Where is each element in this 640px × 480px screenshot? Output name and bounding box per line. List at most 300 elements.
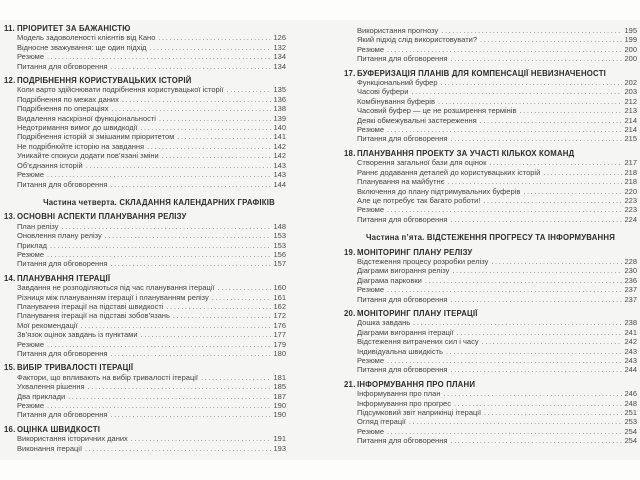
- toc-entry-title: Питання для обговорення: [17, 349, 108, 358]
- dot-leader: [68, 392, 271, 401]
- toc-entry-title: Питання для обговорення: [17, 61, 108, 71]
- toc-entry-title: Питання для обговорення: [357, 365, 448, 375]
- toc-entry: [4, 410, 286, 419]
- toc-entry-page: 237: [624, 285, 637, 295]
- toc-spread: [4, 24, 637, 453]
- chapter-title: ВИБІР ТРИВАЛОСТІ ІТЕРАЦІЇ: [17, 363, 134, 373]
- toc-entry-title: Питання для обговорення: [357, 54, 448, 64]
- chapter-section: [4, 363, 286, 419]
- toc-entry: [344, 125, 637, 134]
- toc-entry-page: 218: [624, 177, 637, 187]
- chapter-title: МОНІТОРИНГ ПЛАНУ РЕЛІЗУ: [357, 247, 473, 257]
- toc-entry: [344, 177, 637, 186]
- toc-entry-title: Включення до плану підтримувальних буферів: [357, 186, 521, 196]
- dot-leader: [50, 241, 271, 250]
- toc-entry: [344, 205, 637, 214]
- toc-entry-title: Використання прогнозу: [357, 26, 439, 35]
- toc-entry: [4, 180, 286, 189]
- dot-leader: [452, 266, 622, 275]
- toc-entry-page: 220: [624, 186, 637, 196]
- dot-leader: [413, 318, 622, 327]
- chapter-section: [344, 69, 637, 144]
- toc-entry: [344, 427, 637, 436]
- dot-leader: [140, 123, 271, 132]
- toc-entry-title: Питання для обговорення: [357, 294, 448, 304]
- chapter-title: БУФЕРИЗАЦІЯ ПЛАНІВ ДЛЯ КОМПЕНСАЦІЇ НЕВИЗНАЧЕНОСТІ: [357, 68, 607, 78]
- toc-entry: [4, 444, 286, 453]
- toc-entry-page: 153: [273, 231, 286, 241]
- dot-leader: [110, 62, 271, 71]
- dot-leader: [454, 399, 623, 408]
- toc-entry-page: 157: [273, 259, 286, 269]
- toc-entry-page: 139: [273, 113, 286, 123]
- dot-leader: [441, 26, 622, 35]
- dot-leader: [177, 132, 271, 141]
- toc-entry-page: 135: [273, 85, 286, 95]
- dot-leader: [483, 196, 622, 205]
- toc-entry-title: Резюме: [357, 426, 384, 436]
- toc-entry: [4, 250, 286, 259]
- chapter-heading: [4, 76, 286, 85]
- dot-leader: [150, 43, 272, 52]
- dot-leader: [105, 231, 272, 240]
- toc-entry: [344, 365, 637, 374]
- toc-entry: [4, 33, 286, 42]
- dot-leader: [425, 276, 623, 285]
- toc-entry-title: Резюме: [357, 205, 384, 215]
- toc-entry-page: 187: [273, 391, 286, 401]
- toc-entry-title: Уникайте спокуси додати пов’язані зміни: [17, 151, 159, 161]
- toc-entry: [4, 283, 286, 292]
- chapter-number: 18.: [344, 148, 356, 158]
- toc-entry: [344, 35, 637, 44]
- toc-entry-page: 153: [273, 240, 286, 250]
- toc-entry: [344, 295, 637, 304]
- toc-entry-page: 185: [273, 382, 286, 392]
- dot-leader: [387, 285, 622, 294]
- toc-entry: [344, 26, 637, 35]
- toc-entry-title: Індивідуальна швидкість: [357, 346, 443, 356]
- chapter-title: ПЛАНУВАННЯ ПРОЕКТУ ЗА УЧАСТІ КІЛЬКОХ КОМАНД: [357, 148, 575, 158]
- dot-leader: [438, 97, 623, 106]
- dot-leader: [489, 158, 622, 167]
- toc-entry: [4, 311, 286, 320]
- toc-entry-page: 190: [273, 410, 286, 420]
- toc-entry-page: 199: [624, 35, 637, 45]
- dot-leader: [450, 295, 622, 304]
- chapter-title: МОНІТОРИНГ ПЛАНУ ІТЕРАЦІЇ: [357, 308, 478, 318]
- chapter-title: ІНФОРМУВАННЯ ПРО ПЛАНИ: [357, 379, 476, 389]
- chapter-title: ПРІОРИТЕТ ЗА БАЖАНІСТЮ: [17, 24, 131, 33]
- toc-entry: [344, 389, 637, 398]
- dot-leader: [450, 134, 622, 143]
- toc-entry-page: 218: [624, 167, 637, 177]
- toc-entry-page: 214: [624, 115, 637, 125]
- dot-leader: [482, 337, 623, 346]
- dot-leader: [409, 417, 623, 426]
- chapter-number: 15.: [4, 363, 16, 373]
- toc-entry-title: Питання для обговорення: [357, 436, 448, 446]
- toc-entry: [344, 106, 637, 115]
- chapter-heading: [4, 274, 286, 283]
- toc-entry-page: 141: [273, 132, 286, 142]
- toc-entry-page: 160: [273, 283, 286, 293]
- dot-leader: [480, 116, 623, 125]
- toc-entry-page: 230: [624, 266, 637, 276]
- chapter-heading: [4, 363, 286, 372]
- toc-entry-title: Огляд ітерації: [357, 417, 406, 427]
- toc-entry-page: 223: [624, 195, 637, 205]
- toc-entry: [344, 347, 637, 356]
- chapter-section: [344, 380, 637, 446]
- chapter-number: 13.: [4, 212, 16, 222]
- chapter-heading: [4, 425, 286, 434]
- dot-leader: [47, 170, 271, 179]
- toc-entry: [344, 97, 637, 106]
- toc-entry: [344, 78, 637, 87]
- toc-entry-title: Питання для обговорення: [357, 214, 448, 224]
- dot-leader: [491, 257, 622, 266]
- toc-entry: [344, 337, 637, 346]
- toc-entry-title: Використання історичних даних: [17, 434, 128, 444]
- dot-leader: [543, 168, 622, 177]
- toc-entry-title: Відстеження витрачених сил і часу: [357, 337, 479, 347]
- dot-leader: [387, 356, 622, 365]
- toc-entry-title: Діаграми вигорання ітерації: [357, 327, 454, 337]
- dot-leader: [88, 382, 272, 391]
- chapter-section: [344, 26, 637, 64]
- toc-entry: [344, 408, 637, 417]
- toc-entry-page: 238: [624, 318, 637, 328]
- dot-leader: [484, 408, 622, 417]
- toc-entry-title: Інформування про план: [357, 389, 441, 399]
- dot-leader: [387, 427, 622, 436]
- toc-entry-page: 243: [624, 356, 637, 365]
- chapter-title: ПЛАНУВАННЯ ІТЕРАЦІЇ: [17, 273, 111, 283]
- toc-entry: [4, 321, 286, 330]
- chapter-section: [4, 425, 286, 453]
- toc-entry-title: Деякі обмежувальні застереження: [357, 115, 477, 125]
- dot-leader: [411, 87, 622, 96]
- toc-entry-page: 251: [624, 408, 637, 418]
- toc-entry-title: Резюме: [17, 170, 44, 180]
- toc-entry-title: Оновлення плану релізу: [17, 231, 102, 241]
- toc-entry-title: Який підхід слід використовувати?: [357, 35, 478, 45]
- toc-entry-title: Питання для обговорення: [17, 410, 108, 420]
- chapter-number: 14.: [4, 273, 16, 283]
- toc-entry: [344, 276, 637, 285]
- toc-entry: [344, 356, 637, 365]
- toc-entry-title: Резюме: [357, 285, 384, 295]
- toc-entry-page: 172: [273, 311, 286, 321]
- toc-entry: [4, 62, 286, 71]
- dot-leader: [47, 250, 271, 259]
- toc-entry-title: Завдання не розподіляються під час планування ітерації: [17, 283, 215, 293]
- toc-entry-page: 180: [273, 349, 286, 358]
- toc-entry-page: 142: [273, 151, 286, 161]
- toc-entry-title: Підсумковий звіт наприкінці ітерації: [357, 408, 482, 418]
- toc-entry-page: 223: [624, 205, 637, 215]
- toc-entry-page: 134: [273, 52, 286, 62]
- dot-leader: [166, 302, 271, 311]
- toc-entry-title: Два приклади: [17, 391, 66, 401]
- toc-entry-page: 179: [273, 339, 286, 349]
- dot-leader: [443, 389, 622, 398]
- chapter-section: [4, 212, 286, 268]
- toc-entry: [4, 373, 286, 382]
- toc-entry: [4, 382, 286, 391]
- toc-entry-title: Модель задоволеності клієнтів від Кано: [17, 33, 156, 43]
- toc-entry-page: 200: [624, 44, 637, 54]
- toc-entry: [344, 54, 637, 63]
- toc-entry-title: Діаграма парковки: [357, 275, 422, 285]
- toc-entry-page: 244: [624, 365, 637, 375]
- toc-entry-page: 237: [624, 294, 637, 304]
- dot-leader: [61, 222, 271, 231]
- toc-entry-page: 242: [624, 337, 637, 347]
- dot-leader: [47, 340, 271, 349]
- toc-entry: [4, 132, 286, 141]
- toc-entry: [4, 222, 286, 231]
- dot-leader: [387, 125, 622, 134]
- dot-leader: [173, 311, 272, 320]
- toc-entry: [344, 134, 637, 143]
- chapter-section: [344, 248, 637, 304]
- toc-entry-title: Резюме: [357, 125, 384, 135]
- dot-leader: [480, 35, 622, 44]
- toc-entry-title: Об’єднання історій: [17, 160, 83, 170]
- chapter-heading: [344, 149, 637, 158]
- dot-leader: [201, 373, 271, 382]
- toc-entry-title: Відстеження процесу розробки релізу: [357, 256, 489, 266]
- toc-entry-title: Планування ітерації на підставі швидкості: [17, 301, 164, 311]
- toc-entry-title: Ухвалення рішення: [17, 382, 85, 392]
- dot-leader: [147, 142, 271, 151]
- dot-leader: [218, 283, 272, 292]
- toc-entry: [4, 114, 286, 123]
- toc-entry-page: 134: [273, 61, 286, 71]
- dot-leader: [85, 444, 271, 453]
- dot-leader: [110, 259, 271, 268]
- dot-leader: [212, 293, 272, 302]
- toc-entry: [4, 231, 286, 240]
- chapter-section: [4, 274, 286, 359]
- dot-leader: [122, 95, 272, 104]
- toc-entry-title: Подрібнення історій зі змішаним пріоритетом: [17, 132, 175, 142]
- dot-leader: [457, 328, 623, 337]
- toc-entry: [4, 401, 286, 410]
- chapter-number: 11.: [4, 24, 16, 33]
- toc-entry-page: 228: [624, 256, 637, 266]
- toc-entry-page: 243: [624, 346, 637, 356]
- toc-entry: [4, 392, 286, 401]
- toc-entry-title: План релізу: [17, 221, 59, 231]
- chapter-heading: [4, 212, 286, 221]
- toc-entry-page: 191: [273, 434, 286, 444]
- toc-entry: [4, 302, 286, 311]
- toc-entry-title: Часові буфери: [357, 87, 409, 97]
- dot-leader: [523, 187, 622, 196]
- toc-entry: [4, 293, 286, 302]
- toc-entry-page: 241: [624, 327, 637, 337]
- toc-entry-title: Діаграми вигорання релізу: [357, 266, 450, 276]
- toc-entry-title: Коли варто здійснювати подрібнення користувацької історії: [17, 85, 224, 95]
- toc-entry-title: Фактори, що впливають на вибір тривалості ітерації: [17, 372, 198, 382]
- toc-entry-page: 144: [273, 179, 286, 189]
- chapter-number: 21.: [344, 379, 356, 389]
- toc-entry-title: Дошка завдань: [357, 318, 411, 328]
- toc-entry-title: Резюме: [17, 339, 44, 349]
- chapter-heading: [344, 309, 637, 318]
- toc-entry-page: 195: [624, 26, 637, 35]
- toc-entry: [4, 85, 286, 94]
- toc-entry-page: 236: [624, 275, 637, 285]
- toc-entry-title: Зв’язок оцінок завдань із пунктами: [17, 330, 138, 340]
- dot-leader: [111, 104, 271, 113]
- toc-entry-title: Комбінування буферів: [357, 96, 435, 106]
- toc-entry-title: Часовий буфер — це не розширення термінів: [357, 106, 517, 116]
- toc-entry-page: 162: [273, 301, 286, 311]
- toc-entry-title: Відносне зважування: ще один підхід: [17, 42, 147, 52]
- toc-entry: [4, 142, 286, 151]
- toc-entry-page: 190: [273, 401, 286, 411]
- toc-entry-title: Створення загальної бази для оцінок: [357, 158, 487, 168]
- toc-entry-title: Видалення наскрізної функціональності: [17, 113, 156, 123]
- toc-entry: [344, 328, 637, 337]
- dot-leader: [162, 151, 272, 160]
- toc-entry-title: Питання для обговорення: [357, 134, 448, 144]
- chapter-section: [4, 24, 286, 71]
- toc-entry-title: Резюме: [17, 52, 44, 62]
- toc-entry: [344, 45, 637, 54]
- dot-leader: [446, 347, 623, 356]
- dot-leader: [450, 54, 622, 63]
- toc-entry: [344, 399, 637, 408]
- toc-entry: [344, 158, 637, 167]
- toc-entry: [4, 161, 286, 170]
- chapter-title: ОЦІНКА ШВИДКОСТІ: [17, 424, 101, 434]
- toc-entry-title: Питання для обговорення: [17, 179, 108, 189]
- toc-entry: [4, 434, 286, 443]
- toc-column-right: [344, 24, 637, 446]
- toc-entry-page: 253: [624, 417, 637, 427]
- toc-entry: [4, 151, 286, 160]
- toc-entry: [344, 417, 637, 426]
- toc-entry: [344, 87, 637, 96]
- dot-leader: [519, 106, 622, 115]
- dot-leader: [47, 401, 271, 410]
- toc-entry-title: Приклад: [17, 240, 48, 250]
- toc-entry: [344, 285, 637, 294]
- part-heading: Частина четверта. СКЛАДАННЯ КАЛЕНДАРНИХ ГРАФІКІВ: [43, 197, 275, 207]
- toc-entry-title: Інформування про прогрес: [357, 398, 451, 408]
- toc-entry-page: 143: [273, 160, 286, 170]
- toc-entry-page: 200: [624, 54, 637, 64]
- toc-entry-page: 143: [273, 170, 286, 180]
- chapter-heading: [344, 69, 637, 78]
- toc-entry-page: 148: [273, 221, 286, 231]
- toc-entry: [344, 318, 637, 327]
- toc-entry: [4, 95, 286, 104]
- toc-entry-page: 214: [624, 125, 637, 135]
- chapter-section: [344, 149, 637, 224]
- chapter-number: 16.: [4, 424, 16, 434]
- toc-entry: [4, 340, 286, 349]
- toc-entry-title: Планування ітерації на підставі зобов’язань: [17, 311, 170, 321]
- dot-leader: [110, 349, 271, 358]
- toc-entry-title: Резюме: [17, 249, 44, 259]
- toc-entry-page: 138: [273, 104, 286, 114]
- toc-entry: [344, 266, 637, 275]
- toc-entry: [4, 43, 286, 52]
- toc-entry-title: Резюме: [357, 356, 384, 365]
- chapter-heading: [344, 380, 637, 389]
- toc-entry-page: 202: [624, 78, 637, 88]
- toc-entry-page: 136: [273, 94, 286, 104]
- toc-entry: [4, 52, 286, 61]
- toc-entry: [344, 187, 637, 196]
- toc-entry: [4, 104, 286, 113]
- chapter-section: [4, 76, 286, 189]
- toc-entry-title: Але це потребує так багато роботи!: [357, 195, 481, 205]
- dot-leader: [448, 177, 623, 186]
- chapter-title: ПОДРІБНЕННЯ КОРИСТУВАЦЬКИХ ІСТОРІЙ: [17, 76, 192, 86]
- dot-leader: [158, 33, 271, 42]
- toc-entry-title: Не подрібнюйте історію на завдання: [17, 141, 145, 151]
- chapter-number: 20.: [344, 308, 356, 318]
- toc-entry-page: 193: [273, 443, 286, 453]
- toc-entry-page: 132: [273, 42, 286, 52]
- chapter-number: 19.: [344, 247, 356, 257]
- toc-entry-page: 217: [624, 158, 637, 168]
- dot-leader: [81, 321, 272, 330]
- toc-entry: [344, 116, 637, 125]
- toc-entry-page: 161: [273, 292, 286, 302]
- toc-entry-title: Мої рекомендації: [17, 320, 78, 330]
- chapter-heading: [344, 248, 637, 257]
- toc-entry-page: 254: [624, 426, 637, 436]
- toc-entry-page: 140: [273, 123, 286, 133]
- dot-leader: [86, 161, 272, 170]
- toc-entry: [4, 349, 286, 358]
- chapter-heading: [4, 24, 286, 33]
- toc-entry-page: 224: [624, 214, 637, 224]
- toc-entry-title: Недотримання вимог до швидкодії: [17, 123, 138, 133]
- toc-entry-page: 177: [273, 330, 286, 340]
- dot-leader: [387, 45, 622, 54]
- toc-entry-page: 126: [273, 33, 286, 43]
- dot-leader: [450, 436, 622, 445]
- dot-leader: [450, 365, 622, 374]
- toc-entry-page: 246: [624, 389, 637, 399]
- toc-entry-page: 254: [624, 436, 637, 446]
- toc-entry: [4, 259, 286, 268]
- toc-entry-title: Резюме: [17, 401, 44, 411]
- chapter-section: [344, 309, 637, 375]
- toc-entry-page: 213: [624, 106, 637, 116]
- dot-leader: [47, 52, 271, 61]
- dot-leader: [110, 180, 271, 189]
- dot-leader: [441, 78, 623, 87]
- dot-leader: [159, 114, 272, 123]
- toc-entry: [4, 170, 286, 179]
- toc-entry-title: Планування на майбутнє: [357, 177, 445, 187]
- toc-entry: [4, 241, 286, 250]
- toc-entry-page: 142: [273, 141, 286, 151]
- toc-entry: [344, 436, 637, 445]
- toc-entry-page: 176: [273, 320, 286, 330]
- toc-entry: [344, 257, 637, 266]
